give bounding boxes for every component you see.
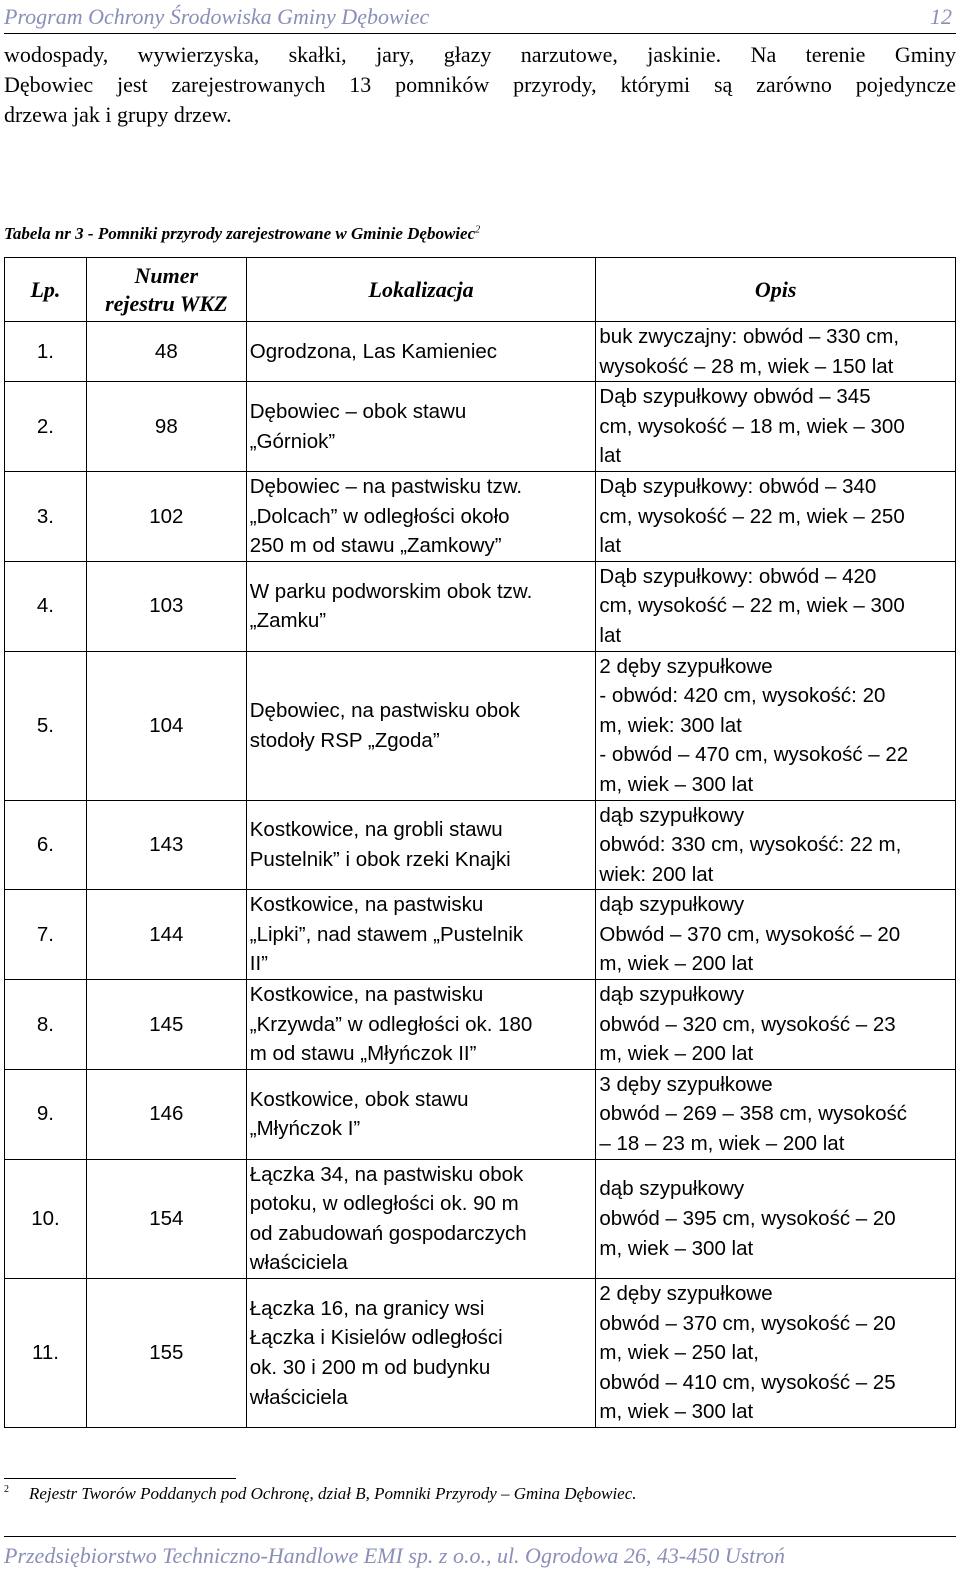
row-description [596, 1069, 956, 1159]
description-line: dąb szypułkowy [599, 803, 745, 827]
row-location [246, 980, 596, 1070]
description-line: dąb szypułkowy [599, 983, 745, 1007]
description-line: 3 dęby szypułkowe [599, 1072, 773, 1096]
description-line: obwód – 370 cm, wysokość – 20 [599, 1311, 896, 1335]
row-lp: 4. [5, 561, 87, 651]
natural-monuments-table [4, 257, 956, 1428]
row-location [246, 890, 596, 980]
table-row [5, 382, 956, 472]
description-line: Obwód – 370 cm, wysokość – 20 [599, 922, 901, 946]
row-lp: 7. [5, 890, 87, 980]
row-registry-number: 143 [86, 800, 246, 890]
location-line: Dębowiec, na pastwisku obok [249, 698, 520, 722]
location-line: Łączka 16, na granicy wsi [249, 1296, 485, 1320]
location-line: „Krzywda” w odległości ok. 180 [249, 1012, 533, 1036]
row-lp: 8. [5, 980, 87, 1070]
intro-word: Gminy [894, 42, 956, 67]
footnote-ref: 2 [475, 224, 481, 236]
location-line: Kostkowice, na pastwisku [249, 983, 484, 1007]
header-nr-line-2: rejestru WKZ [105, 290, 228, 316]
header-registry-number [86, 258, 246, 322]
row-lp: 2. [5, 382, 87, 472]
row-description [596, 382, 956, 472]
table-row [5, 890, 956, 980]
intro-line-2 [4, 70, 956, 100]
page-footer [4, 1536, 956, 1569]
table-row [5, 800, 956, 890]
row-description [596, 800, 956, 890]
row-location [246, 322, 596, 382]
location-line: ok. 30 i 200 m od budynku [249, 1355, 491, 1379]
row-registry-number: 154 [86, 1159, 246, 1278]
description-line: m, wiek: 300 lat [599, 713, 742, 737]
location-line: „Górniok” [249, 429, 336, 453]
description-line: m, wiek – 300 lat [599, 1236, 754, 1260]
description-line: obwód – 269 – 358 cm, wysokość [599, 1102, 908, 1126]
table-row [5, 1069, 956, 1159]
row-registry-number: 144 [86, 890, 246, 980]
location-line: właściciela [249, 1385, 348, 1409]
description-line: lat [599, 534, 622, 558]
footnote-separator [4, 1478, 236, 1479]
row-description [596, 890, 956, 980]
row-description [596, 651, 956, 800]
location-line: Kostkowice, obok stawu [249, 1087, 469, 1111]
row-registry-number: 103 [86, 561, 246, 651]
row-lp: 10. [5, 1159, 87, 1278]
row-location [246, 651, 596, 800]
intro-word: Dębowiec [4, 72, 94, 97]
table-row [5, 561, 956, 651]
footnote-text: Rejestr Tworów Poddanych pod Ochronę, dział B, Pomniki Przyrody – Gmina Dębowiec. [29, 1484, 637, 1503]
description-line: cm, wysokość – 22 m, wiek – 300 [599, 594, 905, 618]
row-lp: 5. [5, 651, 87, 800]
description-line: 2 dęby szypułkowe [599, 1282, 773, 1305]
location-line: „Dolcach” w odległości około [249, 504, 510, 528]
row-location [246, 1159, 596, 1278]
row-lp: 6. [5, 800, 87, 890]
intro-word: pojedyncze [855, 72, 956, 97]
row-description [596, 1159, 956, 1278]
table-row [5, 471, 956, 561]
intro-line-1 [4, 40, 956, 70]
header-location: Lokalizacja [246, 258, 596, 322]
row-lp: 1. [5, 322, 87, 382]
row-description [596, 980, 956, 1070]
row-location [246, 382, 596, 472]
description-line: – 18 – 23 m, wiek – 200 lat [599, 1132, 845, 1156]
intro-paragraph [4, 40, 956, 130]
footnote-number: 2 [4, 1484, 9, 1496]
intro-word: zarówno [756, 72, 832, 97]
table-header-row [5, 258, 956, 322]
page-number: 12 [930, 4, 952, 29]
description-line: obwód – 410 cm, wysokość – 25 [599, 1370, 896, 1394]
location-line: właściciela [249, 1251, 348, 1275]
description-line: obwód – 395 cm, wysokość – 20 [599, 1207, 896, 1231]
footnote [4, 1484, 637, 1504]
table-row [5, 322, 956, 382]
description-line: Dąb szypułkowy: obwód – 340 [599, 474, 877, 498]
row-location [246, 1069, 596, 1159]
location-line: Ogrodzona, Las Kamieniec [249, 339, 498, 363]
description-line: m, wiek – 300 lat [599, 772, 754, 796]
location-line: Kostkowice, na grobli stawu [249, 818, 503, 842]
intro-word: Na [750, 42, 777, 67]
location-line: „Zamku” [249, 609, 327, 633]
description-line: m, wiek – 250 lat, [599, 1341, 759, 1365]
row-registry-number: 155 [86, 1279, 246, 1428]
row-registry-number: 145 [86, 980, 246, 1070]
description-line: m, wiek – 300 lat [599, 1400, 754, 1424]
description-line: - obwód: 420 cm, wysokość: 20 [599, 684, 886, 708]
description-line: dąb szypułkowy [599, 1177, 745, 1201]
table-caption-text: Tabela nr 3 - Pomniki przyrody zarejestrowane w Gminie Dębowiec [4, 224, 476, 243]
row-registry-number: 98 [86, 382, 246, 472]
intro-word: pomników [395, 72, 490, 97]
location-line: Dębowiec – na pastwisku tzw. [249, 474, 523, 498]
table-row [5, 1279, 956, 1428]
row-registry-number: 48 [86, 322, 246, 382]
row-lp: 9. [5, 1069, 87, 1159]
row-description [596, 471, 956, 561]
header-nr-line-1: Numer [134, 262, 199, 288]
table-body [5, 322, 956, 1428]
location-line: od zabudowań gospodarczych [249, 1221, 527, 1245]
intro-word: jest [117, 72, 148, 97]
description-line: - obwód – 470 cm, wysokość – 22 [599, 743, 909, 767]
row-lp: 11. [5, 1279, 87, 1428]
table-row [5, 1159, 956, 1278]
description-line: m, wiek – 200 lat [599, 1042, 754, 1066]
location-line: II” [249, 952, 268, 976]
row-description [596, 1279, 956, 1428]
location-line: „Młyńczok I” [249, 1117, 361, 1141]
location-line: Łączka i Kisielów odległości [249, 1326, 503, 1350]
location-line: potoku, w odległości ok. 90 m [249, 1192, 519, 1216]
document-title: Program Ochrony Środowiska Gminy Dębowiec [4, 4, 430, 29]
row-location [246, 1279, 596, 1428]
intro-line-3: drzewa jak i grupy drzew. [4, 102, 232, 127]
location-line: Łączka 34, na pastwisku obok [249, 1162, 524, 1186]
description-line: 2 dęby szypułkowe [599, 654, 773, 678]
intro-word: zarejestrowanych [171, 72, 326, 97]
location-line: Kostkowice, na pastwisku [249, 893, 484, 917]
intro-word: wodospady, [4, 42, 109, 67]
description-line: obwód – 320 cm, wysokość – 23 [599, 1012, 896, 1036]
row-description [596, 322, 956, 382]
intro-word: przyrody, [513, 72, 597, 97]
description-line: m, wiek – 200 lat [599, 952, 754, 976]
intro-word: jaskinie. [647, 42, 722, 67]
location-line: W parku podworskim obok tzw. [249, 579, 533, 603]
intro-word: terenie [805, 42, 866, 67]
table-row [5, 980, 956, 1070]
description-line: dąb szypułkowy [599, 893, 745, 917]
description-line: cm, wysokość – 18 m, wiek – 300 [599, 414, 905, 438]
intro-word: którymi [620, 72, 691, 97]
intro-word: skałki, [288, 42, 347, 67]
footer-text: Przedsiębiorstwo Techniczno-Handlowe EMI sp. z o.o., ul. Ogrodowa 26, 43-450 Ustroń [4, 1543, 785, 1568]
location-line: Dębowiec – obok stawu [249, 399, 467, 423]
description-line: Dąb szypułkowy obwód – 345 [599, 385, 871, 409]
location-line: „Lipki”, nad stawem „Pustelnik [249, 922, 524, 946]
row-location [246, 561, 596, 651]
description-line: Dąb szypułkowy: obwód – 420 [599, 564, 877, 588]
intro-word: narzutowe, [520, 42, 618, 67]
intro-word: głazy [443, 42, 492, 67]
table-row [5, 651, 956, 800]
description-line: lat [599, 623, 622, 647]
intro-word: są [713, 72, 733, 97]
location-line: m od stawu „Młyńczok II” [249, 1042, 477, 1066]
row-location [246, 800, 596, 890]
header-description: Opis [596, 258, 956, 322]
row-lp: 3. [5, 471, 87, 561]
intro-word: jary, [376, 42, 415, 67]
description-line: obwód: 330 cm, wysokość: 22 m, [599, 833, 902, 857]
description-line: lat [599, 444, 622, 468]
location-line: 250 m od stawu „Zamkowy” [249, 534, 502, 558]
row-registry-number: 102 [86, 471, 246, 561]
location-line: stodoły RSP „Zgoda” [249, 728, 440, 752]
description-line: wiek: 200 lat [599, 862, 714, 886]
intro-word: 13 [349, 72, 372, 97]
row-registry-number: 104 [86, 651, 246, 800]
header-lp: Lp. [5, 258, 87, 322]
row-registry-number: 146 [86, 1069, 246, 1159]
description-line: cm, wysokość – 22 m, wiek – 250 [599, 504, 905, 528]
page-header [4, 2, 956, 34]
description-line: wysokość – 28 m, wiek – 150 lat [599, 354, 894, 378]
row-location [246, 471, 596, 561]
row-description [596, 561, 956, 651]
location-line: Pustelnik” i obok rzeki Knajki [249, 847, 511, 871]
intro-word: wywierzyska, [137, 42, 260, 67]
table-caption [4, 224, 480, 244]
description-line: buk zwyczajny: obwód – 330 cm, [599, 325, 900, 348]
